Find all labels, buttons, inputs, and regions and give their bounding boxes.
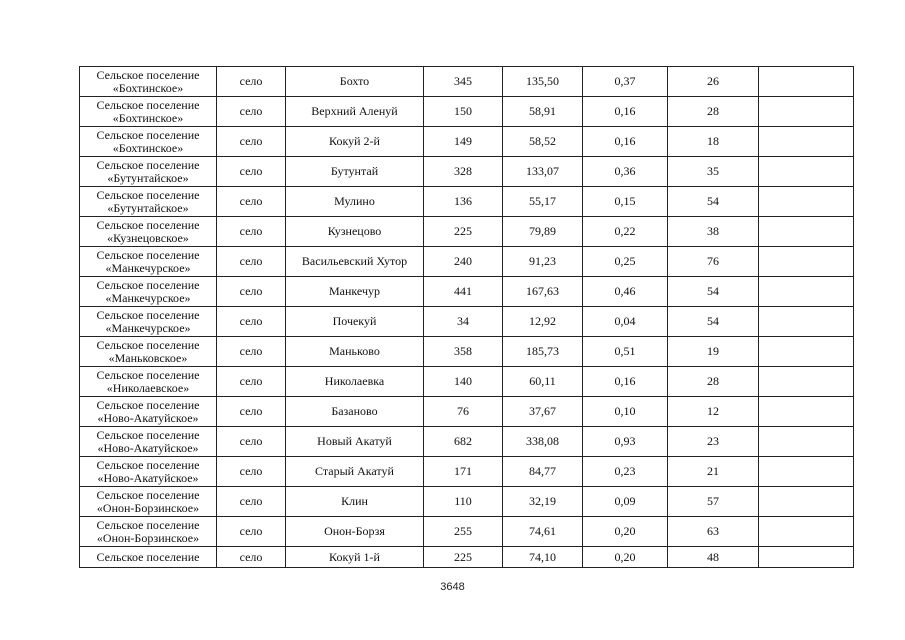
count-cell: 38 <box>668 217 759 247</box>
locality-cell: Старый Акатуй <box>286 457 424 487</box>
page-number: 3648 <box>440 581 465 593</box>
empty-cell <box>759 307 854 337</box>
value-cell: 32,19 <box>503 487 583 517</box>
settlement-cell: Сельское поселение «Бохтинское» <box>80 127 217 157</box>
share-cell: 0,37 <box>583 67 668 97</box>
count-cell: 48 <box>668 547 759 568</box>
settlement-cell: Сельское поселение «Ново-Акатуйское» <box>80 427 217 457</box>
empty-cell <box>759 487 854 517</box>
value-cell: 60,11 <box>503 367 583 397</box>
empty-cell <box>759 397 854 427</box>
locality-cell: Почекуй <box>286 307 424 337</box>
settlement-cell: Сельское поселение «Онон-Борзинское» <box>80 517 217 547</box>
population-cell: 240 <box>424 247 503 277</box>
value-cell: 185,73 <box>503 337 583 367</box>
empty-cell <box>759 547 854 568</box>
table-row <box>80 397 854 427</box>
locality-cell: Кокуй 1-й <box>286 547 424 568</box>
share-cell: 0,51 <box>583 337 668 367</box>
count-cell: 12 <box>668 397 759 427</box>
table-row <box>80 547 854 568</box>
table-row <box>80 307 854 337</box>
value-cell: 74,61 <box>503 517 583 547</box>
empty-cell <box>759 247 854 277</box>
locality-cell: Манкечур <box>286 277 424 307</box>
type-cell: село <box>217 127 286 157</box>
population-cell: 34 <box>424 307 503 337</box>
value-cell: 55,17 <box>503 187 583 217</box>
population-cell: 225 <box>424 217 503 247</box>
value-cell: 79,89 <box>503 217 583 247</box>
count-cell: 54 <box>668 277 759 307</box>
population-cell: 358 <box>424 337 503 367</box>
empty-cell <box>759 337 854 367</box>
settlement-cell: Сельское поселение «Манкечурское» <box>80 307 217 337</box>
share-cell: 0,16 <box>583 97 668 127</box>
settlement-cell: Сельское поселение «Маньковское» <box>80 337 217 367</box>
locality-cell: Базаново <box>286 397 424 427</box>
share-cell: 0,93 <box>583 427 668 457</box>
type-cell: село <box>217 217 286 247</box>
type-cell: село <box>217 247 286 277</box>
empty-cell <box>759 127 854 157</box>
locality-cell: Онон-Борзя <box>286 517 424 547</box>
type-cell: село <box>217 457 286 487</box>
locality-cell: Верхний Аленуй <box>286 97 424 127</box>
share-cell: 0,46 <box>583 277 668 307</box>
count-cell: 63 <box>668 517 759 547</box>
settlement-cell: Сельское поселение «Бутунтайское» <box>80 157 217 187</box>
count-cell: 23 <box>668 427 759 457</box>
count-cell: 19 <box>668 337 759 367</box>
count-cell: 57 <box>668 487 759 517</box>
empty-cell <box>759 187 854 217</box>
locality-cell: Мулино <box>286 187 424 217</box>
count-cell: 21 <box>668 457 759 487</box>
settlement-cell: Сельское поселение «Николаевское» <box>80 367 217 397</box>
type-cell: село <box>217 97 286 127</box>
locality-cell: Васильевский Хутор <box>286 247 424 277</box>
population-cell: 345 <box>424 67 503 97</box>
value-cell: 91,23 <box>503 247 583 277</box>
settlement-cell: Сельское поселение «Бутунтайское» <box>80 187 217 217</box>
count-cell: 35 <box>668 157 759 187</box>
empty-cell <box>759 217 854 247</box>
value-cell: 58,52 <box>503 127 583 157</box>
count-cell: 28 <box>668 367 759 397</box>
type-cell: село <box>217 367 286 397</box>
settlement-cell: Сельское поселение «Бохтинское» <box>80 67 217 97</box>
value-cell: 74,10 <box>503 547 583 568</box>
population-cell: 225 <box>424 547 503 568</box>
count-cell: 54 <box>668 307 759 337</box>
share-cell: 0,22 <box>583 217 668 247</box>
population-cell: 150 <box>424 97 503 127</box>
empty-cell <box>759 367 854 397</box>
type-cell: село <box>217 157 286 187</box>
table-row <box>80 277 854 307</box>
population-cell: 136 <box>424 187 503 217</box>
share-cell: 0,04 <box>583 307 668 337</box>
locality-cell: Кокуй 2-й <box>286 127 424 157</box>
value-cell: 133,07 <box>503 157 583 187</box>
count-cell: 26 <box>668 67 759 97</box>
population-cell: 110 <box>424 487 503 517</box>
table-row <box>80 187 854 217</box>
empty-cell <box>759 427 854 457</box>
settlement-cell: Сельское поселение «Кузнецовское» <box>80 217 217 247</box>
population-cell: 76 <box>424 397 503 427</box>
value-cell: 167,63 <box>503 277 583 307</box>
settlement-cell: Сельское поселение «Манкечурское» <box>80 277 217 307</box>
locality-cell: Маньково <box>286 337 424 367</box>
share-cell: 0,20 <box>583 517 668 547</box>
share-cell: 0,23 <box>583 457 668 487</box>
empty-cell <box>759 457 854 487</box>
type-cell: село <box>217 277 286 307</box>
population-cell: 441 <box>424 277 503 307</box>
settlement-cell: Сельское поселение <box>80 547 217 568</box>
count-cell: 54 <box>668 187 759 217</box>
share-cell: 0,10 <box>583 397 668 427</box>
share-cell: 0,36 <box>583 157 668 187</box>
type-cell: село <box>217 307 286 337</box>
type-cell: село <box>217 397 286 427</box>
table-body <box>80 67 854 568</box>
locality-cell: Клин <box>286 487 424 517</box>
value-cell: 58,91 <box>503 97 583 127</box>
type-cell: село <box>217 487 286 517</box>
population-cell: 140 <box>424 367 503 397</box>
type-cell: село <box>217 427 286 457</box>
share-cell: 0,09 <box>583 487 668 517</box>
table-row <box>80 517 854 547</box>
locality-cell: Бутунтай <box>286 157 424 187</box>
locality-cell: Кузнецово <box>286 217 424 247</box>
count-cell: 18 <box>668 127 759 157</box>
share-cell: 0,25 <box>583 247 668 277</box>
empty-cell <box>759 517 854 547</box>
empty-cell <box>759 67 854 97</box>
count-cell: 76 <box>668 247 759 277</box>
settlement-cell: Сельское поселение «Ново-Акатуйское» <box>80 457 217 487</box>
locality-cell: Новый Акатуй <box>286 427 424 457</box>
settlement-cell: Сельское поселение «Ново-Акатуйское» <box>80 397 217 427</box>
settlement-cell: Сельское поселение «Онон-Борзинское» <box>80 487 217 517</box>
type-cell: село <box>217 337 286 367</box>
value-cell: 37,67 <box>503 397 583 427</box>
population-cell: 149 <box>424 127 503 157</box>
settlement-cell: Сельское поселение «Манкечурское» <box>80 247 217 277</box>
table-row <box>80 457 854 487</box>
type-cell: село <box>217 187 286 217</box>
type-cell: село <box>217 547 286 568</box>
share-cell: 0,20 <box>583 547 668 568</box>
share-cell: 0,16 <box>583 367 668 397</box>
share-cell: 0,16 <box>583 127 668 157</box>
population-cell: 328 <box>424 157 503 187</box>
table-row <box>80 247 854 277</box>
population-cell: 255 <box>424 517 503 547</box>
count-cell: 28 <box>668 97 759 127</box>
value-cell: 338,08 <box>503 427 583 457</box>
share-cell: 0,15 <box>583 187 668 217</box>
value-cell: 84,77 <box>503 457 583 487</box>
table-row <box>80 157 854 187</box>
table-row <box>80 97 854 127</box>
table-row <box>80 427 854 457</box>
settlement-cell: Сельское поселение «Бохтинское» <box>80 97 217 127</box>
value-cell: 12,92 <box>503 307 583 337</box>
table-row <box>80 217 854 247</box>
table-row <box>80 127 854 157</box>
settlements-table <box>79 66 854 568</box>
population-cell: 171 <box>424 457 503 487</box>
table-row <box>80 487 854 517</box>
value-cell: 135,50 <box>503 67 583 97</box>
type-cell: село <box>217 67 286 97</box>
table-row <box>80 367 854 397</box>
empty-cell <box>759 157 854 187</box>
type-cell: село <box>217 517 286 547</box>
locality-cell: Николаевка <box>286 367 424 397</box>
locality-cell: Бохто <box>286 67 424 97</box>
table-row <box>80 337 854 367</box>
empty-cell <box>759 277 854 307</box>
empty-cell <box>759 97 854 127</box>
population-cell: 682 <box>424 427 503 457</box>
table-row <box>80 67 854 97</box>
